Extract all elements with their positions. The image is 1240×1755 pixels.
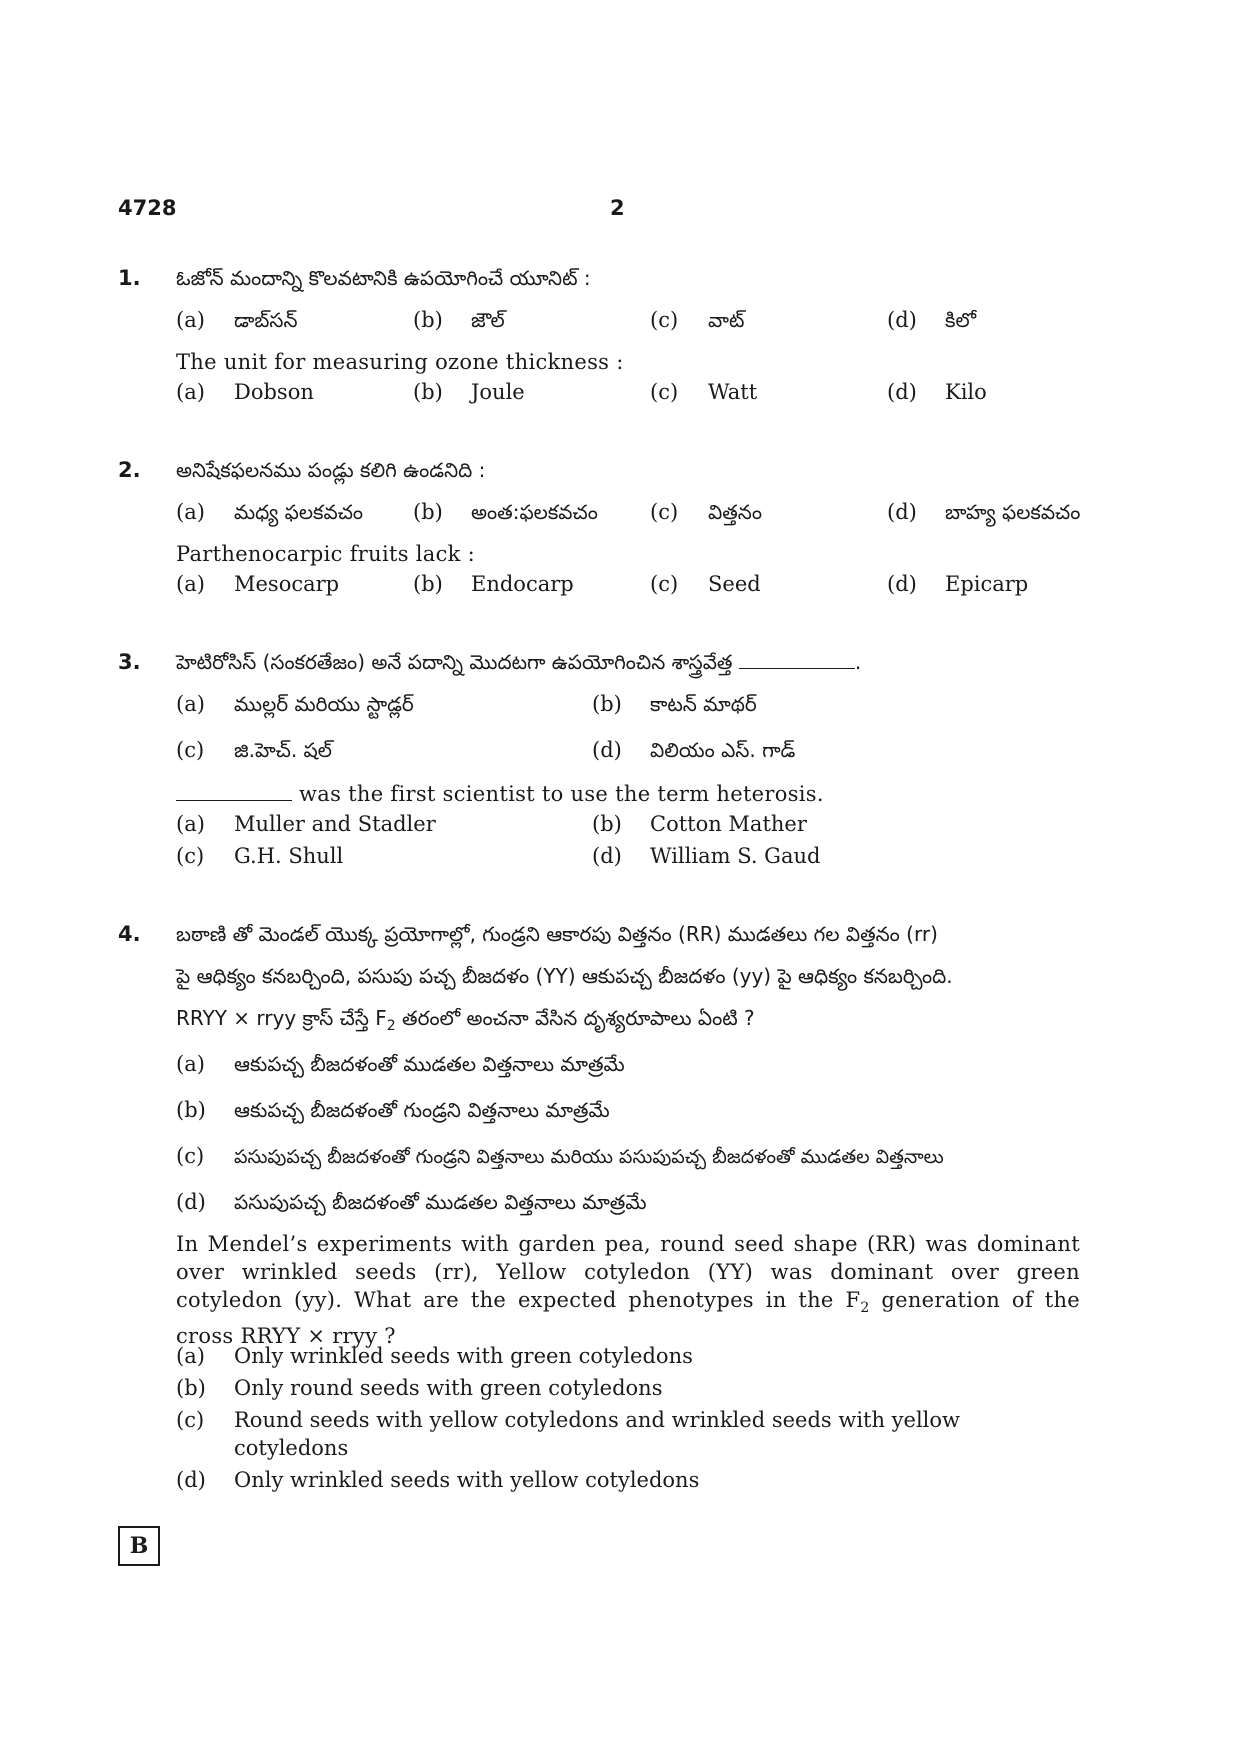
question-stem-telugu: అనిషేకఫలనము పండ్లు కలిగి ఉండనిది : xyxy=(176,458,486,482)
question-stem-telugu: హెటిరోసిస్ (సంకరతేజం) అనే పదాన్ని మొదటగా ఉపయోగించిన శాస్త్రవేత్త . xyxy=(176,650,862,674)
option-d-english: (d) Only wrinkled seeds with yellow cotyledons xyxy=(176,1468,700,1492)
option-b-english: (b) Joule xyxy=(413,380,525,404)
option-b-telugu: (b) అంత:ఫలకవచం xyxy=(413,500,598,524)
option-d-english: (d) William S. Gaud xyxy=(592,844,821,868)
option-a-telugu: (a) ముల్లర్ మరియు స్టాడ్లర్ xyxy=(176,692,414,716)
question-stem-telugu-line-3: RRYY × rryy క్రాస్ చేస్తే $F_2$ తరంలో అంచనా వేసిన దృశ్యరూపాలు ఏంటి ? xyxy=(176,1006,755,1034)
option-a-telugu: (a) మధ్య ఫలకవచం xyxy=(176,500,364,524)
question-stem-english: was the first scientist to use the term heterosis. xyxy=(176,780,824,808)
option-c-english: (c) Watt xyxy=(650,380,758,404)
booklet-series-box: B xyxy=(118,1526,160,1566)
option-c-telugu: (c) విత్తనం xyxy=(650,500,762,524)
page-number: 2 xyxy=(610,196,625,220)
option-b-english: (b) Endocarp xyxy=(413,572,574,596)
option-d-telugu: (d) విలియం ఎస్. గాడ్ xyxy=(592,738,796,762)
question-stem-telugu: ఓజోన్ మందాన్ని కొలవటానికి ఉపయోగించే యూనిట్ : xyxy=(176,266,591,290)
question-stem-english: In Mendel’s experiments with garden pea, round seed shape (RR) was dominant over wrinkled seeds (rr), Yellow cotyledon (YY) was dominant over green cotyledon (yy). What are the expected phenotypes in the $F_2$ generation of the cross RRYY × rryy ? xyxy=(176,1232,1080,1349)
option-d-english: (d) Kilo xyxy=(887,380,987,404)
question-stem-english: Parthenocarpic fruits lack : xyxy=(176,542,476,566)
option-a-english: (a) Only wrinkled seeds with green cotyledons xyxy=(176,1344,693,1368)
option-c-english-continued: cotyledons xyxy=(234,1436,349,1460)
question-number: 2. xyxy=(118,458,141,482)
option-a-telugu: (a) డాబ్‌సన్ xyxy=(176,308,298,332)
option-a-english: (a) Muller and Stadler xyxy=(176,812,436,836)
option-b-telugu: (b) కాటన్ మాథర్ xyxy=(592,692,757,716)
question-stem-english: The unit for measuring ozone thickness : xyxy=(176,350,624,374)
option-b-telugu: (b) ఆకుపచ్చ బీజదళంతో గుండ్రని విత్తనాలు మాత్రమే xyxy=(176,1098,610,1122)
option-c-telugu: (c) జి.హెచ్. షల్ xyxy=(176,738,332,762)
option-b-telugu: (b) జౌల్ xyxy=(413,308,505,332)
option-c-telugu: (c) వాట్ xyxy=(650,308,745,332)
question-paper-code: 4728 xyxy=(118,196,177,220)
option-c-english: (c) Seed xyxy=(650,572,761,596)
option-b-english: (b) Only round seeds with green cotyledons xyxy=(176,1376,663,1400)
option-a-english: (a) Dobson xyxy=(176,380,314,404)
question-number: 3. xyxy=(118,650,141,674)
answer-blank xyxy=(176,782,292,801)
option-d-telugu: (d) బాహ్య ఫలకవచం xyxy=(887,500,1081,524)
option-d-english: (d) Epicarp xyxy=(887,572,1029,596)
question-number: 4. xyxy=(118,922,141,946)
question-number: 1. xyxy=(118,266,141,290)
option-d-telugu: (d) పసుపుపచ్చ బీజదళంతో ముడతల విత్తనాలు మాత్రమే xyxy=(176,1190,647,1214)
question-stem-telugu-line-2: పై ఆధిక్యం కనబర్చింది, పసుపు పచ్చ బీజదళం (YY) ఆకుపచ్చ బీజదళం (yy) పై ఆధిక్యం కనబర్చింది. xyxy=(176,964,953,988)
option-d-telugu: (d) కిలో xyxy=(887,308,977,332)
option-a-telugu: (a) ఆకుపచ్చ బీజదళంతో ముడతల విత్తనాలు మాత్రమే xyxy=(176,1052,625,1076)
answer-blank xyxy=(739,650,855,669)
option-a-english: (a) Mesocarp xyxy=(176,572,340,596)
question-stem-telugu-line-1: బఠాణి తో మెండల్ యొక్క ప్రయోగాల్లో, గుండ్రని ఆకారపు విత్తనం (RR) ముడతలు గల విత్తనం (rr) xyxy=(176,922,938,946)
option-c-english: (c) Round seeds with yellow cotyledons and wrinkled seeds with yellow xyxy=(176,1408,961,1432)
option-c-english: (c) G.H. Shull xyxy=(176,844,344,868)
option-c-telugu: (c) పసుపుపచ్చ బీజదళంతో గుండ్రని విత్తనాలు మరియు పసుపుపచ్చ బీజదళంతో ముడతల విత్తనాలు xyxy=(176,1144,944,1168)
option-b-english: (b) Cotton Mather xyxy=(592,812,807,836)
